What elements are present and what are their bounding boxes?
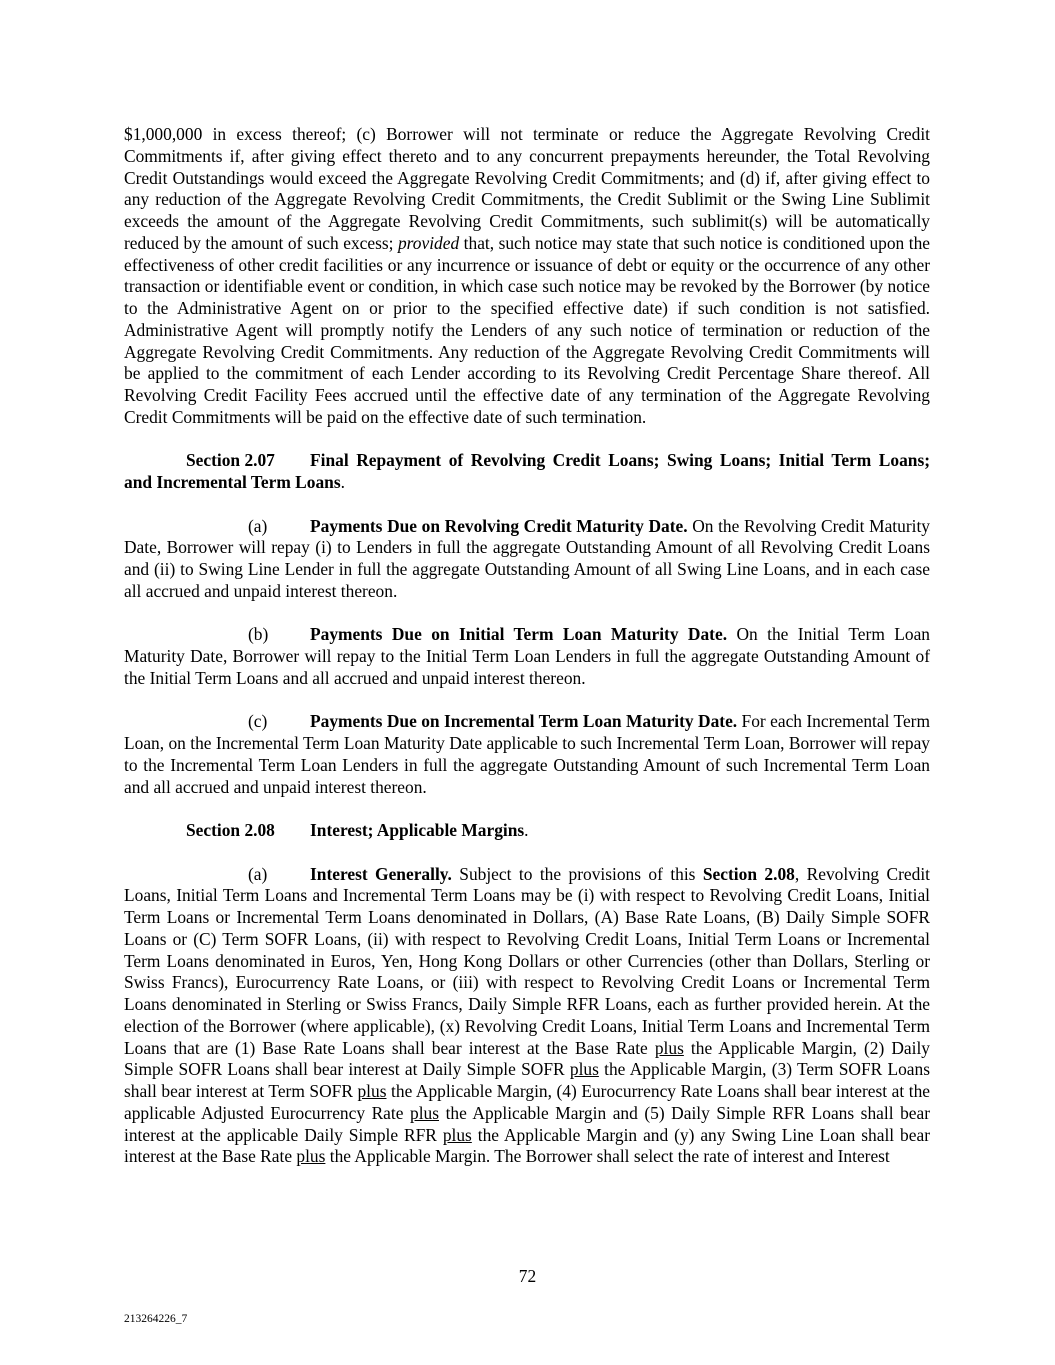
text-run: the Applicable Margin. The Borrower shall select the rate of interest and Interest: [325, 1146, 890, 1167]
text-run: the Applicable Margin, (3) Term SOFR Loans shall bear interest at Term SOFR: [124, 1059, 930, 1101]
section-title: Final Repayment of Revolving Credit Loans; Swing Loans; Initial Term Loans; and Incremental Term Loans: [124, 450, 930, 492]
text-run: Subject to the provisions of this: [451, 863, 703, 884]
section-title: Interest; Applicable Margins: [310, 820, 525, 840]
subsection-heading: Payments Due on Revolving Credit Maturity Date.: [310, 515, 688, 536]
text-run: the Applicable Margin and (5) Daily Simple RFR Loans shall bear interest at the applicable Daily Simple RFR: [124, 1102, 931, 1145]
section-reference: Section 2.08: [702, 863, 795, 884]
section-2-07-heading: [124, 450, 930, 494]
section-2-07-a: [124, 516, 930, 603]
document-body: [124, 124, 930, 1168]
subsection-label: (a): [248, 515, 268, 536]
subsection-text: For each Incremental Term Loan, on the Incremental Term Loan Maturity Date applicable to such Incremental Term Loan, Borrower will repay to the Incremental Term Loan Lenders in full the aggregate Outstanding Amount of such Incremental Term Loan and all accrued and unpaid interest thereon.: [124, 711, 930, 797]
text-run: the Applicable Margin, (4) Eurocurrency Rate Loans shall bear interest at the applicable Adjusted Eurocurrency Rate: [124, 1081, 930, 1123]
subsection-heading: Payments Due on Initial Term Loan Maturity Date.: [310, 624, 728, 645]
subsection-label: (a): [248, 863, 268, 884]
section-2-07-c: [124, 711, 930, 798]
section-2-07-b: [124, 624, 930, 689]
section-period: .: [524, 820, 529, 840]
subsection-heading: Payments Due on Incremental Term Loan Maturity Date.: [310, 711, 738, 732]
subsection-label: (b): [248, 624, 269, 645]
plus-underlined: plus: [654, 1037, 684, 1058]
paragraph-continuation: [124, 124, 930, 429]
section-2-08-heading: [124, 820, 930, 842]
text-run: the Applicable Margin and (y) any Swing Line Loan shall bear interest at the Base Rate: [124, 1124, 930, 1167]
provided-italic: provided: [397, 232, 460, 253]
text-run: $1,000,000 in excess thereof; (c) Borrower will not terminate or reduce the Aggregate Revolving Credit Commitments if, after giving effect thereto and to any concurrent prepayments hereunder, the Total Revolving Credit Outstandings would exceed the Aggregate Revolving Credit Commitments; and (d) if, after giving effect to any reduction of the Aggregate Revolving Credit Commitments, the Credit Sublimit or the Swing Line Sublimit exceeds the amount of the Aggregate Revolving Credit Commitments, such sublimit(s) will be automatically reduced by the amount of such excess;: [124, 124, 930, 253]
document-id: 213264226_7: [124, 1313, 188, 1325]
text-run: , Revolving Credit Loans, Initial Term Loans and Incremental Term Loans may be (i) with respect to Revolving Credit Loans, Initial Term Loans or Incremental Term Loans denominated in Dollars, (A) Base Rate Loans, (B) Daily Simple SOFR Loans or (C) Term SOFR Loans, (ii) with respect to Revolving Credit Loans, Initial Term Loans or Incremental Term Loans denominated in Euros, Yen, Hong Kong Dollars or other Currencies (other than Dollars, Sterling or Swiss Francs), Eurocurrency Rate Loans, or (iii) with respect to Revolving Credit Loans or Incremental Term Loans denominated in Sterling or Swiss Francs, Daily Simple RFR Loans, each as further provided herein. At the election of the Borrower (where applicable), (x) Revolving Credit Loans, Initial Term Loans and Incremental Term Loans that are (1) Base Rate Loans shall bear interest at the Base Rate: [124, 863, 930, 1058]
subsection-text: On the Revolving Credit Maturity Date, Borrower will repay (i) to Lenders in full the aggregate Outstanding Amount of all Revolving Credit Loans and (ii) to Swing Line Lender in full the aggregate Outstanding Amount of all Swing Line Loans, and in each case all accrued and unpaid interest thereon.: [124, 515, 930, 601]
section-number: Section 2.07: [186, 450, 275, 471]
section-2-08-a: [124, 864, 930, 1169]
section-period: .: [340, 472, 345, 492]
plus-underlined: plus: [410, 1102, 440, 1123]
plus-underlined: plus: [357, 1081, 387, 1101]
subsection-text: On the Initial Term Loan Maturity Date, Borrower will repay to the Initial Term Loan Lenders in full the aggregate Outstanding Amount of the Initial Term Loans and all accrued and unpaid interest thereon.: [124, 624, 930, 688]
plus-underlined: plus: [569, 1059, 599, 1080]
text-run: that, such notice may state that such notice is conditioned upon the effectiveness of other credit facilities or any incurrence or issuance of debt or equity or the occurrence of any other transaction or identifiable event or condition, in which case such notice may be revoked by the Borrower (by notice to the Administrative Agent on or prior to the specified effective date) if such condition is not satisfied. Administrative Agent will promptly notify the Lenders of any such notice of termination or reduction of the Aggregate Revolving Credit Commitments. Any reduction of the Aggregate Revolving Credit Commitments will be applied to the commitment of each Lender according to its Revolving Credit Percentage Share thereof. All Revolving Credit Facility Fees accrued until the effective date of any termination of the Aggregate Revolving Credit Commitments will be paid on the effective date of such termination.: [124, 232, 931, 427]
plus-underlined: plus: [296, 1146, 326, 1167]
plus-underlined: plus: [442, 1124, 472, 1145]
page-number: 72: [518, 1266, 537, 1286]
text-run: the Applicable Margin, (2) Daily Simple SOFR Loans shall bear interest at Daily Simple SOFR: [124, 1037, 930, 1080]
subsection-label: (c): [248, 711, 268, 732]
section-number: Section 2.08: [186, 820, 275, 840]
subsection-heading: Interest Generally.: [310, 863, 452, 884]
